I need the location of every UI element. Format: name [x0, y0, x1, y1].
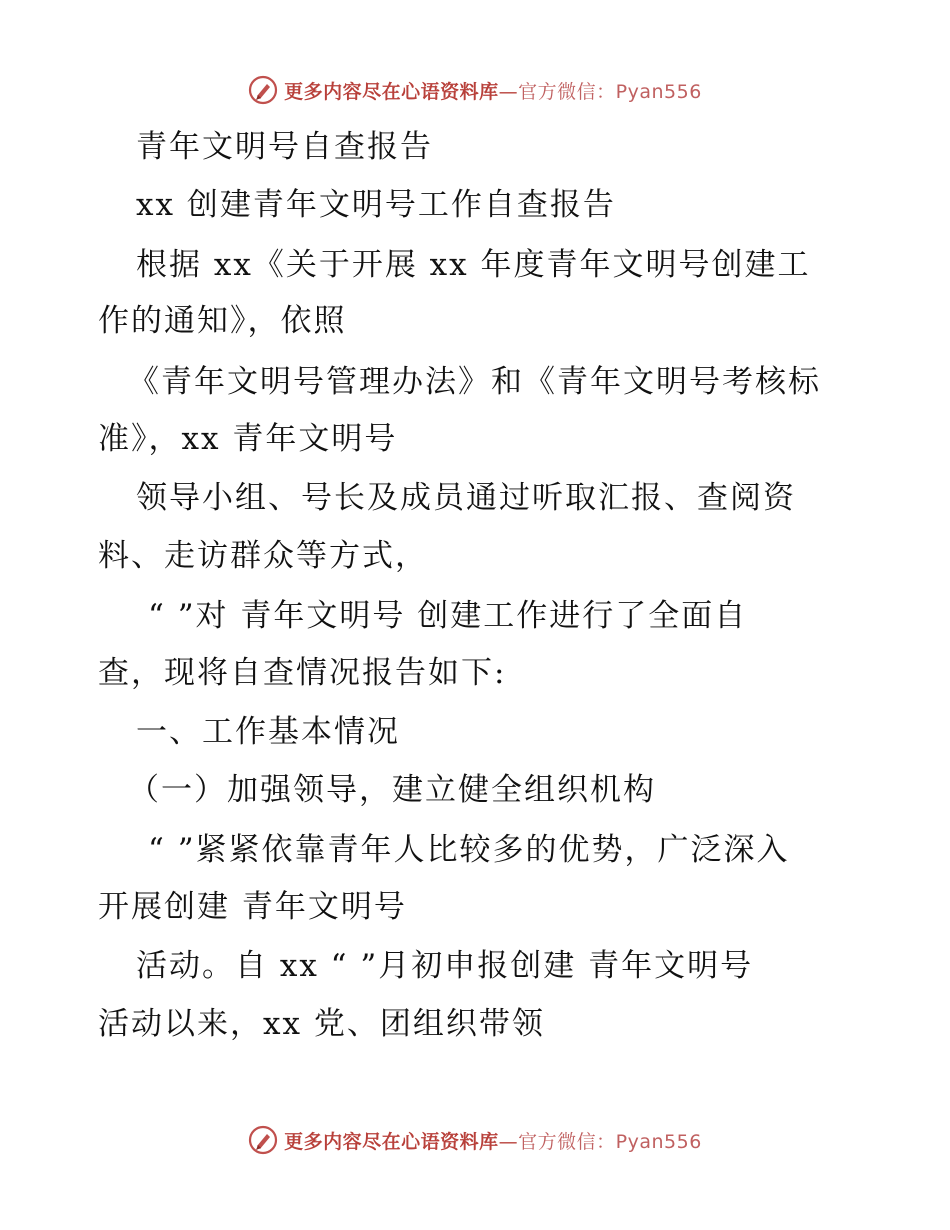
- pen-logo-icon: [248, 75, 278, 105]
- subsection-heading: （一）加强领导，建立健全组织机构: [128, 772, 656, 808]
- pen-logo-icon: [248, 1125, 278, 1155]
- watermark-separator: —: [498, 1130, 519, 1153]
- watermark-text: [284, 77, 702, 104]
- document-subtitle: xx 创建青年文明号工作自查报告: [136, 187, 616, 223]
- paragraph-line: 活动。自 xx “ ”月初申报创建 青年文明号: [136, 948, 754, 984]
- paragraph-line: 活动以来，xx 党、团组织带领: [98, 1006, 545, 1042]
- paragraph-line: 查，现将自查情况报告如下:: [98, 655, 507, 691]
- header-watermark: [0, 73, 950, 107]
- paragraph-line: 作的通知》，依照: [98, 303, 347, 339]
- paragraph-line: 开展创建 青年文明号: [98, 889, 407, 925]
- paragraph-line: 根据 xx《关于开展 xx 年度青年文明号创建工: [136, 247, 811, 283]
- watermark-brand: 更多内容尽在心语资料库: [284, 1130, 499, 1153]
- watermark-text: [284, 1127, 702, 1154]
- watermark-contact: 官方微信：Pyan556: [518, 1130, 702, 1153]
- paragraph-line: “ ”紧紧依靠青年人比较多的优势，广泛深入: [148, 832, 790, 868]
- footer-watermark: [0, 1123, 950, 1157]
- watermark-brand: 更多内容尽在心语资料库: [284, 80, 499, 103]
- paragraph-line: “ ”对 青年文明号 创建工作进行了全面自: [148, 598, 748, 634]
- section-heading: 一、工作基本情况: [136, 714, 400, 750]
- paragraph-line: 准》，xx 青年文明号: [98, 421, 398, 457]
- paragraph-line: 领导小组、号长及成员通过听取汇报、查阅资: [136, 480, 796, 516]
- paragraph-line: 《青年文明号管理办法》和《青年文明号考核标: [128, 364, 821, 400]
- document-title: 青年文明号自查报告: [136, 129, 433, 165]
- watermark-separator: —: [498, 80, 519, 103]
- watermark-contact: 官方微信：Pyan556: [518, 80, 702, 103]
- paragraph-line: 料、走访群众等方式，: [98, 538, 428, 574]
